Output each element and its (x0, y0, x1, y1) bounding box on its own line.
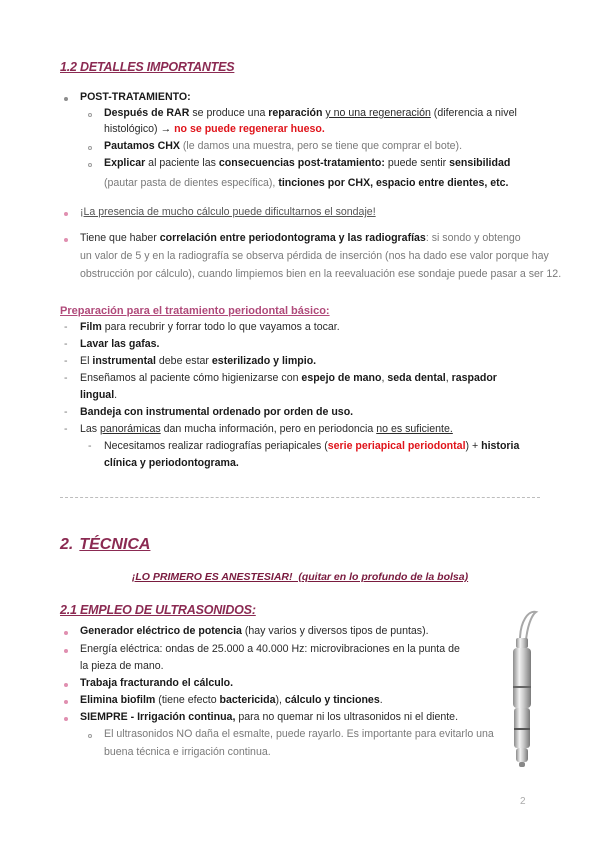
sub-bullet-ring (88, 113, 92, 117)
us-trabaja: Trabaja fracturando el cálculo. (80, 677, 234, 689)
dash-bullet: - (64, 321, 68, 333)
correlacion-line-2: un valor de 5 y en la radiografía se observa pérdida de inserción (nos ha dado ese valor porque hay (80, 250, 549, 262)
rar-line-1: Después de RAR se produce una reparación y no una regeneración (diferencia a nivel (104, 107, 517, 119)
bullet-dot (64, 700, 68, 704)
dash-bullet: - (64, 355, 68, 367)
correlacion-line-3: obstrucción por cálculo), cuando limpiemos bien en la reevaluación ese sondaje puede pasar a ser 12. (80, 268, 562, 280)
rar-line-2: histológico) → no se puede regenerar hueso. (104, 123, 325, 135)
sub-bullet-ring (88, 146, 92, 150)
explicar-line-2: (pautar pasta de dientes específica), tinciones por CHX, espacio entre dientes, etc. (104, 177, 509, 189)
section-divider (60, 497, 540, 498)
bullet-dot (64, 649, 68, 653)
section-2-heading: 2. TÉCNICA (60, 536, 151, 553)
sub-bullet-ring (88, 734, 92, 738)
prep-instrumental: El instrumental debe estar esterilizado y limpio. (80, 355, 317, 367)
explicar-line-1: Explicar al paciente las consecuencias post-tratamiento: puede sentir sensibilidad (104, 157, 511, 169)
bullet-dot (64, 97, 68, 101)
us-generador: Generador eléctrico de potencia (hay varios y diversos tipos de puntas). (80, 625, 429, 637)
bullet-dot (64, 631, 68, 635)
prep-ensenar-line-2: lingual. (80, 389, 118, 401)
section-1-2-heading: 1.2 DETALLES IMPORTANTES (60, 60, 235, 74)
preparation-heading: Preparación para el tratamiento periodontal básico: (60, 305, 330, 317)
chx-line: Pautamos CHX (le damos una muestra, pero se tiene que comprar el bote). (104, 140, 463, 152)
post-treatment-title: POST-TRATAMIENTO: (80, 91, 191, 103)
dash-bullet: - (64, 406, 68, 418)
calculo-note: ¡La presencia de mucho cálculo puede dificultarnos el sondaje! (80, 206, 376, 218)
us-esmalte-line-1: El ultrasonidos NO daña el esmalte, puede rayarlo. Es importante para evitarlo una (104, 728, 494, 740)
prep-panoramicas: Las panorámicas dan mucha información, pero en periodoncia no es suficiente. (80, 423, 453, 435)
prep-ensenar-line-1: Enseñamos al paciente cómo higienizarse con espejo de mano, seda dental, raspador (80, 372, 497, 384)
bullet-dot (64, 717, 68, 721)
bullet-dot (64, 238, 68, 242)
anesthesia-note: ¡LO PRIMERO ES ANESTESIAR! (quitar en lo profundo de la bolsa) (131, 571, 469, 583)
prep-film: Film para recubrir y forrar todo lo que vayamos a tocar. (80, 321, 340, 333)
prep-bandeja: Bandeja con instrumental ordenado por orden de uso. (80, 406, 354, 418)
dash-bullet: - (64, 372, 68, 384)
us-elimina: Elimina biofilm (tiene efecto bactericida), cálculo y tinciones. (80, 694, 383, 706)
us-energia-line-1: Energía eléctrica: ondas de 25.000 a 40.000 Hz: microvibraciones en la punta de (80, 643, 460, 655)
bullet-dot (64, 212, 68, 216)
prep-radiografias-line-1: Necesitamos realizar radiografías periapicales (serie periapical periodontal) + historia (104, 440, 520, 452)
us-siempre: SIEMPRE - Irrigación continua, para no quemar ni los ultrasonidos ni el diente. (80, 711, 459, 723)
bullet-dot (64, 683, 68, 687)
us-energia-line-2: la pieza de mano. (80, 660, 164, 672)
ultrasonic-scaler-image (498, 608, 540, 768)
dash-bullet: - (88, 440, 92, 452)
page-number: 2 (520, 796, 526, 807)
prep-gafas: Lavar las gafas. (80, 338, 160, 350)
dash-bullet: - (64, 423, 68, 435)
sub-bullet-ring (88, 163, 92, 167)
correlacion-line-1: Tiene que haber correlación entre periodontograma y las radiografías: si sondo y obtengo (80, 232, 521, 244)
section-2-1-heading: 2.1 EMPLEO DE ULTRASONIDOS: (60, 603, 256, 617)
dash-bullet: - (64, 338, 68, 350)
prep-radiografias-line-2: clínica y periodontograma. (104, 457, 239, 469)
us-esmalte-line-2: buena técnica e irrigación continua. (104, 746, 271, 758)
